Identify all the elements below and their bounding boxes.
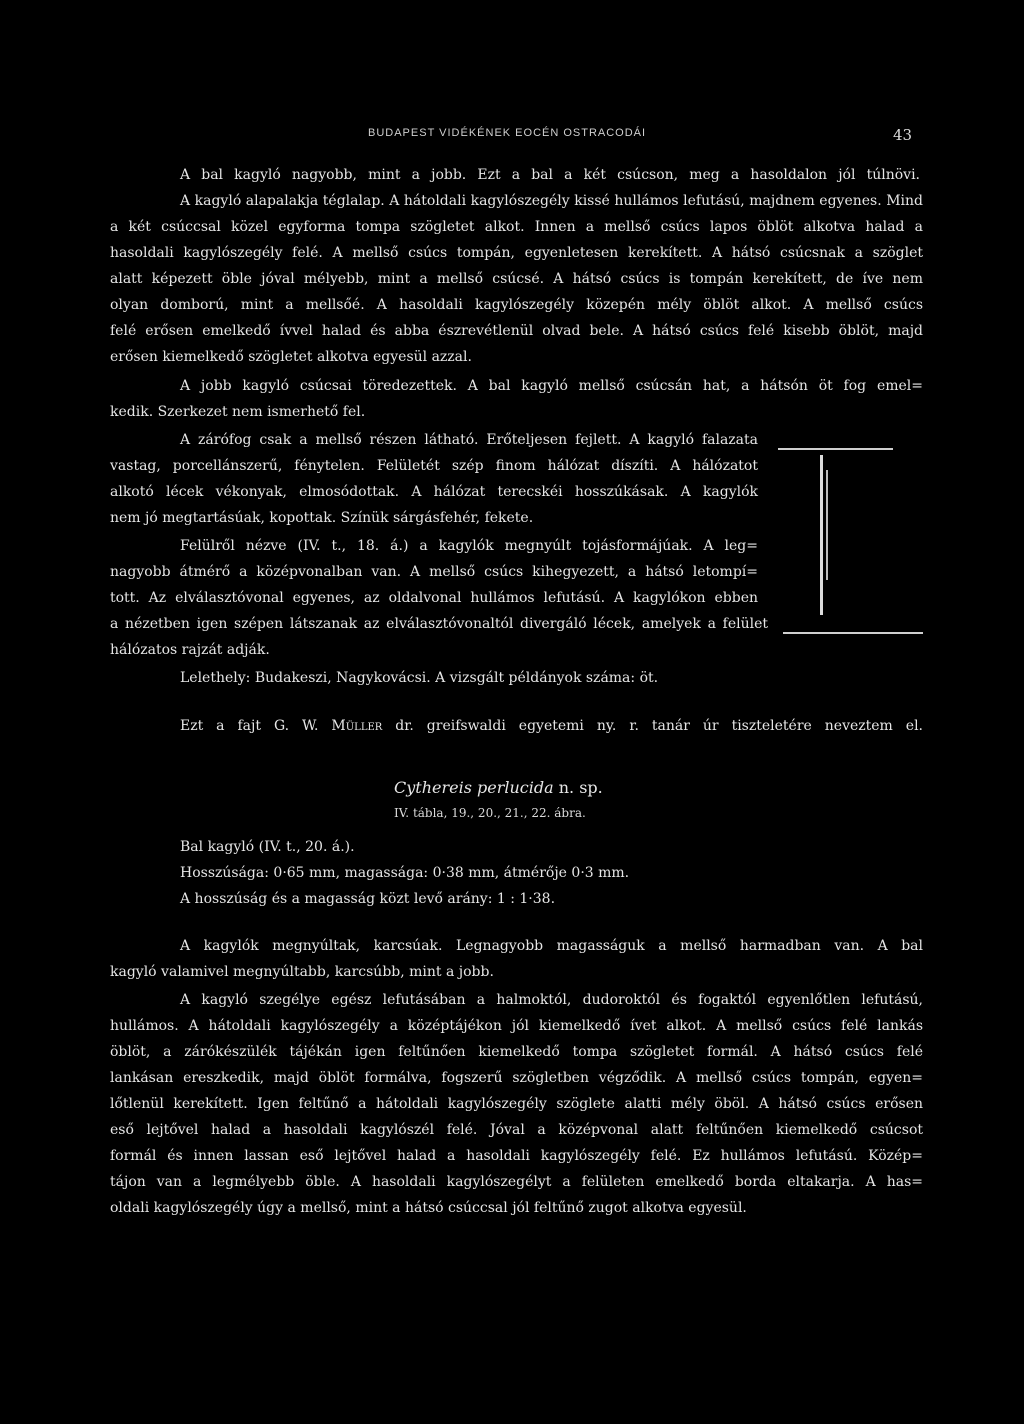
figure-bottom-line: [783, 632, 923, 634]
paragraph-line: a nézetben igen szépen látszanak az elválasztóvonaltól divergáló lécek, amelyek a felület: [110, 616, 768, 632]
paragraph-line: lankásan ereszkedik, majd öblöt formálva, fogszerű szögletben végződik. A mellső csúcs tompán, egyen=: [110, 1070, 923, 1086]
measurement-line: Hosszúsága: 0·65 mm, magassága: 0·38 mm, átmérője 0·3 mm.: [180, 865, 630, 881]
figure-side-line-inner: [826, 470, 828, 580]
species-name: Cythereis perlucida: [394, 778, 554, 797]
paragraph-line: formál és innen lassan eső lejtővel halad a hasoldali kagylószegély felé. Ez hullámos lefutású. Közép=: [110, 1148, 923, 1164]
paragraph-line: felé erősen emelkedő ívvel halad és abba észrevétlenül olvad bele. A hátsó csúcs felé kisebb öblöt, majd: [110, 323, 923, 339]
running-title: BUDAPEST VIDÉKÉNEK EOCÉN OSTRACODÁI: [368, 127, 647, 139]
paragraph-line: erősen kiemelkedő szögletet alkotva egyesül azzal.: [110, 349, 472, 365]
paragraph-line: A kagyló alapalakja téglalap. A hátoldali kagylószegély kissé hullámos lefutású, majdnem egyenes. Mind: [180, 193, 923, 209]
paragraph-line: A kagylók megnyúltak, karcsúak. Legnagyobb magasságuk a mellső harmadban van. A bal: [180, 938, 923, 954]
paragraph-line: lőtlenül kerekített. Igen feltűnő a hátoldali kagylószegély szöglete alatti mély öböl. A hátsó csúcs erősen: [110, 1096, 923, 1112]
species-heading: [394, 778, 603, 797]
paragraph-line: A kagyló szegélye egész lefutásában a halmoktól, dudoroktól és fogaktól egyenlőtlen lefutású,: [180, 992, 923, 1008]
dedication-line: [180, 717, 923, 735]
paragraph-line: tájon van a legmélyebb öble. A hasoldali kagylószegélyt a felületen emelkedő borda eltakarja. A has=: [110, 1174, 923, 1190]
paragraph-line: A jobb kagyló csúcsai töredezettek. A bal kagyló mellső csúcsán hat, a hátsón öt fog emel=: [180, 378, 923, 394]
measurement-line: Bal kagyló (IV. t., 20. á.).: [180, 839, 355, 855]
page-number: 43: [893, 126, 913, 144]
paragraph-line: kedik. Szerkezet nem ismerhető fel.: [110, 404, 366, 420]
paragraph-line: a két csúccsal közel egyforma tompa szögletet alkot. Innen a mellső csúcs lapos öblöt alkotva halad a: [110, 219, 923, 235]
paragraph-line: olyan domború, mint a mellsőé. A hasoldali kagylószegély közepén mély öblöt alkot. A mellső csúcs: [110, 297, 923, 313]
paragraph-line: eső lejtővel halad a hasoldali kagylószél felé. Jóval a középvonal alatt feltűnően kiemelkedő csúcsot: [110, 1122, 923, 1138]
paragraph-line: tott. Az elválasztóvonal egyenes, az oldalvonal hullámos lefutású. A kagylókon ebben: [110, 590, 758, 606]
figure-top-line: [778, 448, 893, 450]
dedication-name: Müller: [331, 718, 383, 734]
paragraph-line: vastag, porcellánszerű, fénytelen. Felületét szép finom hálózat díszíti. A hálózatot: [110, 458, 758, 474]
paragraph-line: oldali kagylószegély úgy a mellső, mint a hátsó csúccsal jól feltűnő zugot alkotva egyesül.: [110, 1200, 747, 1216]
paragraph-line: hálózatos rajzát adják.: [110, 642, 270, 658]
paragraph-line: kagyló valamivel megnyúltabb, karcsúbb, mint a jobb.: [110, 964, 494, 980]
paragraph-line: öblöt, a zárókészülék tájékán igen feltűnően kiemelkedő tompa szögletet formál. A hátsó csúcs felé: [110, 1044, 923, 1060]
paragraph-line: nagyobb átmérő a középvonalban van. A mellső csúcs kihegyezett, a hátsó letompí=: [110, 564, 758, 580]
dedication-before: Ezt a fajt G. W.: [180, 718, 332, 734]
paragraph-line: Felülről nézve (IV. t., 18. á.) a kagylók megnyúlt tojásformájúak. A leg=: [180, 538, 758, 554]
paragraph-line: alatt képezett öble jóval mélyebb, mint a mellső csúcsé. A hátsó csúcs is tompán kerekített, de íve nem: [110, 271, 923, 287]
paragraph-line: hullámos. A hátoldali kagylószegély a középtájékon jól kiemelkedő ívet alkot. A mellső csúcs felé lankás: [110, 1018, 923, 1034]
paragraph-line: alkotó lécek vékonyak, elmosódottak. A hálózat terecskéi hosszúkásak. A kagylók: [110, 484, 758, 500]
paragraph-line: Lelethely: Budakeszi, Nagykovácsi. A vizsgált példányok száma: öt.: [180, 670, 659, 686]
figure-side-line: [820, 455, 823, 615]
paragraph-line: hasoldali kagylószegély felé. A mellső csúcs tompán, egyenletesen kerekített. A hátsó csúcsnak a szöglet: [110, 245, 923, 261]
dedication-after: dr. greifswaldi egyetemi ny. r. tanár úr tiszteletére neveztem el.: [382, 718, 924, 734]
plate-reference: IV. tábla, 19., 20., 21., 22. ábra.: [394, 806, 586, 820]
measurement-line: A hosszúság és a magasság közt levő arány: 1 : 1·38.: [180, 891, 556, 907]
species-suffix: n. sp.: [553, 778, 603, 797]
paragraph-line: nem jó megtartásúak, kopottak. Színük sárgásfehér, fekete.: [110, 510, 534, 526]
paragraph-line: A bal kagyló nagyobb, mint a jobb. Ezt a bal a két csúcson, meg a hasoldalon jól túlnövi.: [180, 167, 920, 183]
paragraph-line: A zárófog csak a mellső részen látható. Erőteljesen fejlett. A kagyló falazata: [180, 432, 758, 448]
